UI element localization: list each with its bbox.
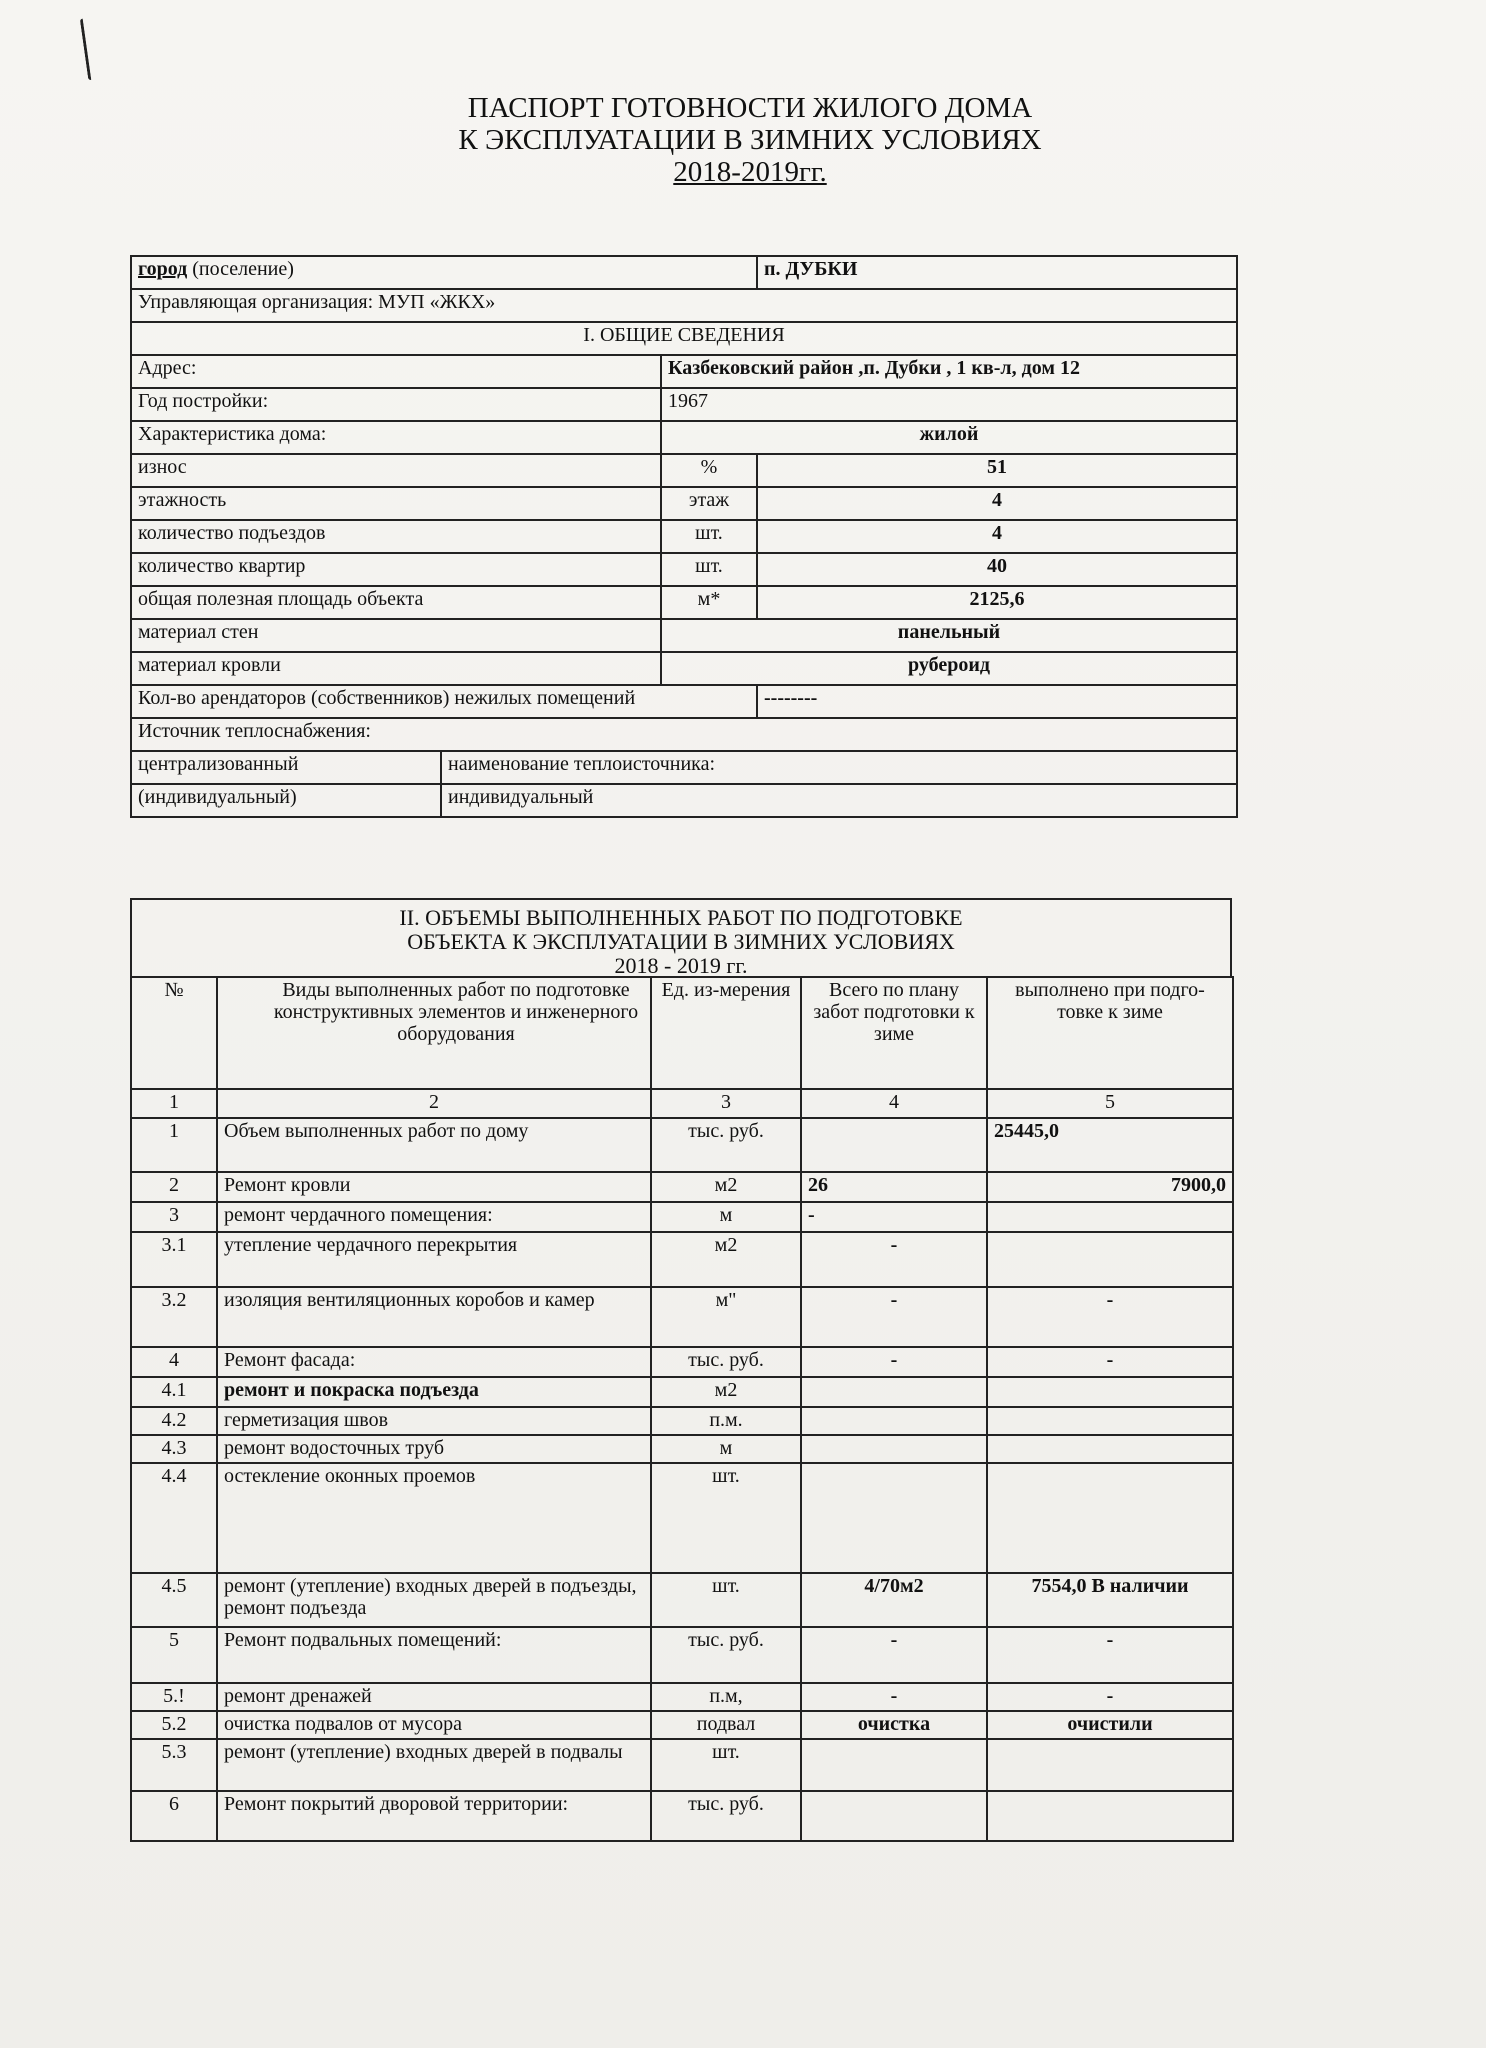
work-unit: шт. (651, 1463, 801, 1573)
works-row (131, 1573, 1233, 1627)
apartments-value: 40 (757, 553, 1237, 586)
city-label (131, 256, 757, 289)
year-row (131, 388, 1237, 421)
wear-label: износ (131, 454, 661, 487)
work-plan (801, 1463, 987, 1573)
row-number: 3.1 (131, 1232, 217, 1287)
heat-source-name-label: наименование теплоисточника: (441, 751, 1237, 784)
management-org: Управляющая организация: МУП «ЖКХ» (131, 289, 1237, 322)
work-done (987, 1377, 1233, 1407)
document-header (360, 92, 1140, 188)
work-done: 25445,0 (987, 1118, 1233, 1172)
work-name: остекление оконных проемов (217, 1463, 651, 1573)
work-name: Ремонт кровли (217, 1172, 651, 1202)
works-row (131, 1118, 1233, 1172)
works-table (130, 976, 1234, 1842)
work-plan: 4/70м2 (801, 1573, 987, 1627)
row-number: 5.! (131, 1683, 217, 1711)
work-plan (801, 1407, 987, 1435)
works-row (131, 1791, 1233, 1841)
work-plan (801, 1435, 987, 1463)
floors-value: 4 (757, 487, 1237, 520)
characteristic-value: жилой (661, 421, 1237, 454)
roof-label: материал кровли (131, 652, 661, 685)
work-done: 7900,0 (987, 1172, 1233, 1202)
year-value: 1967 (661, 388, 1237, 421)
wear-unit: % (661, 454, 757, 487)
row-number: 5 (131, 1627, 217, 1683)
row-number: 1 (131, 1118, 217, 1172)
title-line-2: К ЭКСПЛУАТАЦИИ В ЗИМНИХ УСЛОВИЯХ (458, 124, 1042, 156)
work-unit: м" (651, 1287, 801, 1347)
title-years: 2018-2019гг. (673, 156, 827, 188)
col-index-1: 1 (131, 1089, 217, 1118)
roof-row (131, 652, 1237, 685)
pen-mark (80, 18, 98, 81)
apartments-unit: шт. (661, 553, 757, 586)
col-index-5: 5 (987, 1089, 1233, 1118)
address-row (131, 355, 1237, 388)
works-row (131, 1435, 1233, 1463)
work-done (987, 1232, 1233, 1287)
work-unit: подвал (651, 1711, 801, 1739)
title-line-1: ПАСПОРТ ГОТОВНОСТИ ЖИЛОГО ДОМА (467, 92, 1033, 124)
work-name: ремонт водосточных труб (217, 1435, 651, 1463)
walls-row (131, 619, 1237, 652)
work-done: очистили (987, 1711, 1233, 1739)
work-done: - (987, 1683, 1233, 1711)
col-header-works: Виды выполненных работ по подготовке конструктивных элементов и инженерного оборудования (217, 977, 651, 1089)
works-row (131, 1627, 1233, 1683)
work-done: - (987, 1347, 1233, 1377)
work-name: очистка подвалов от мусора (217, 1711, 651, 1739)
individual-row (131, 784, 1237, 817)
entrances-value: 4 (757, 520, 1237, 553)
work-unit: м (651, 1435, 801, 1463)
row-number: 2 (131, 1172, 217, 1202)
works-row (131, 1711, 1233, 1739)
work-name: ремонт (утепление) входных дверей в подвалы (217, 1739, 651, 1791)
work-plan: - (801, 1202, 987, 1232)
work-name: ремонт (утепление) входных дверей в подъезды, ремонт подъезда (217, 1573, 651, 1627)
col-index-3: 3 (651, 1089, 801, 1118)
wear-value: 51 (757, 454, 1237, 487)
work-done (987, 1463, 1233, 1573)
entrances-label: количество подъездов (131, 520, 661, 553)
works-row (131, 1683, 1233, 1711)
characteristic-label: Характеристика дома: (131, 421, 661, 454)
work-plan (801, 1377, 987, 1407)
general-info-table (130, 255, 1238, 818)
address-value: Казбековский район ,п. Дубки , 1 кв-л, дом 12 (661, 355, 1237, 388)
row-number: 5.2 (131, 1711, 217, 1739)
section-2-years: 2018 - 2019 гг. (614, 953, 748, 978)
walls-label: материал стен (131, 619, 661, 652)
tenants-row (131, 685, 1237, 718)
tenants-label: Кол-во арендаторов (собственников) нежилых помещений (131, 685, 757, 718)
heat-source-label: Источник теплоснабжения: (131, 718, 1237, 751)
works-row (131, 1347, 1233, 1377)
works-row (131, 1407, 1233, 1435)
col-header-done: выполнено при подго-товке к зиме (987, 977, 1233, 1089)
work-unit: м (651, 1202, 801, 1232)
work-done (987, 1739, 1233, 1791)
area-unit: м* (661, 586, 757, 619)
row-number: 4.4 (131, 1463, 217, 1573)
area-value: 2125,6 (757, 586, 1237, 619)
col-index-4: 4 (801, 1089, 987, 1118)
work-unit: м2 (651, 1172, 801, 1202)
work-unit: м2 (651, 1232, 801, 1287)
row-number: 6 (131, 1791, 217, 1841)
floors-row (131, 487, 1237, 520)
work-plan: 26 (801, 1172, 987, 1202)
work-plan: - (801, 1683, 987, 1711)
work-unit: тыс. руб. (651, 1627, 801, 1683)
col-index-2: 2 (217, 1089, 651, 1118)
works-row (131, 1202, 1233, 1232)
city-row (131, 256, 1237, 289)
work-unit: шт. (651, 1739, 801, 1791)
heat-source-name-value: индивидуальный (441, 784, 1237, 817)
work-plan (801, 1791, 987, 1841)
work-unit: тыс. руб. (651, 1791, 801, 1841)
centralized-row (131, 751, 1237, 784)
work-unit: тыс. руб. (651, 1347, 801, 1377)
work-done (987, 1791, 1233, 1841)
year-label: Год постройки: (131, 388, 661, 421)
works-row (131, 1287, 1233, 1347)
floors-label: этажность (131, 487, 661, 520)
roof-value: рубероид (661, 652, 1237, 685)
section-2-line-2: ОБЪЕКТА К ЭКСПЛУАТАЦИИ В ЗИМНИХ УСЛОВИЯХ (407, 929, 955, 954)
tenants-value: -------- (757, 685, 1237, 718)
floors-unit: этаж (661, 487, 757, 520)
section-1-title: I. ОБЩИЕ СВЕДЕНИЯ (131, 322, 1237, 355)
work-unit: п.м. (651, 1407, 801, 1435)
work-done (987, 1407, 1233, 1435)
work-unit: тыс. руб. (651, 1118, 801, 1172)
work-name: Объем выполненных работ по дому (217, 1118, 651, 1172)
work-unit: п.м, (651, 1683, 801, 1711)
works-row (131, 1463, 1233, 1573)
work-plan (801, 1739, 987, 1791)
work-name: Ремонт подвальных помещений: (217, 1627, 651, 1683)
work-plan: - (801, 1287, 987, 1347)
col-header-plan: Всего по плану забот подготовки к зиме (801, 977, 987, 1089)
city-value: п. ДУБКИ (757, 256, 1237, 289)
work-unit: шт. (651, 1573, 801, 1627)
centralized-label: централизованный (131, 751, 441, 784)
work-plan: - (801, 1627, 987, 1683)
work-done: - (987, 1627, 1233, 1683)
section-2-line-1: II. ОБЪЕМЫ ВЫПОЛНЕННЫХ РАБОТ ПО ПОДГОТОВКЕ (399, 905, 963, 930)
apartments-row (131, 553, 1237, 586)
row-number: 4.5 (131, 1573, 217, 1627)
work-plan: - (801, 1232, 987, 1287)
area-label: общая полезная площадь объекта (131, 586, 661, 619)
works-row (131, 1377, 1233, 1407)
work-plan (801, 1118, 987, 1172)
city-label-bold: город (138, 258, 188, 280)
heat-source-row (131, 718, 1237, 751)
section1-row (131, 322, 1237, 355)
individual-label: (индивидуальный) (131, 784, 441, 817)
row-number: 3.2 (131, 1287, 217, 1347)
row-number: 4 (131, 1347, 217, 1377)
work-name: герметизация швов (217, 1407, 651, 1435)
col-header-num: № (131, 977, 217, 1089)
walls-value: панельный (661, 619, 1237, 652)
apartments-label: количество квартир (131, 553, 661, 586)
work-done: - (987, 1287, 1233, 1347)
row-number: 5.3 (131, 1739, 217, 1791)
work-done (987, 1202, 1233, 1232)
work-name: ремонт чердачного помещения: (217, 1202, 651, 1232)
work-name: ремонт дренажей (217, 1683, 651, 1711)
works-header-row (131, 977, 1233, 1089)
work-name: Ремонт фасада: (217, 1347, 651, 1377)
city-label-rest: (поселение) (192, 258, 294, 280)
col-header-unit: Ед. из-мерения (651, 977, 801, 1089)
works-row (131, 1232, 1233, 1287)
works-row (131, 1172, 1233, 1202)
works-index-row (131, 1089, 1233, 1118)
work-name: изоляция вентиляционных коробов и камер (217, 1287, 651, 1347)
work-plan: очистка (801, 1711, 987, 1739)
works-row (131, 1739, 1233, 1791)
work-done: 7554,0 В наличии (987, 1573, 1233, 1627)
area-row (131, 586, 1237, 619)
row-number: 4.1 (131, 1377, 217, 1407)
wear-row (131, 454, 1237, 487)
entrances-row (131, 520, 1237, 553)
org-row (131, 289, 1237, 322)
characteristic-row (131, 421, 1237, 454)
row-number: 3 (131, 1202, 217, 1232)
entrances-unit: шт. (661, 520, 757, 553)
address-label: Адрес: (131, 355, 661, 388)
row-number: 4.3 (131, 1435, 217, 1463)
work-name: Ремонт покрытий дворовой территории: (217, 1791, 651, 1841)
section-2-title (130, 898, 1232, 976)
work-unit: м2 (651, 1377, 801, 1407)
row-number: 4.2 (131, 1407, 217, 1435)
works-body (131, 1118, 1233, 1841)
work-done (987, 1435, 1233, 1463)
work-name: ремонт и покраска подъезда (217, 1377, 651, 1407)
work-name: утепление чердачного перекрытия (217, 1232, 651, 1287)
work-plan: - (801, 1347, 987, 1377)
